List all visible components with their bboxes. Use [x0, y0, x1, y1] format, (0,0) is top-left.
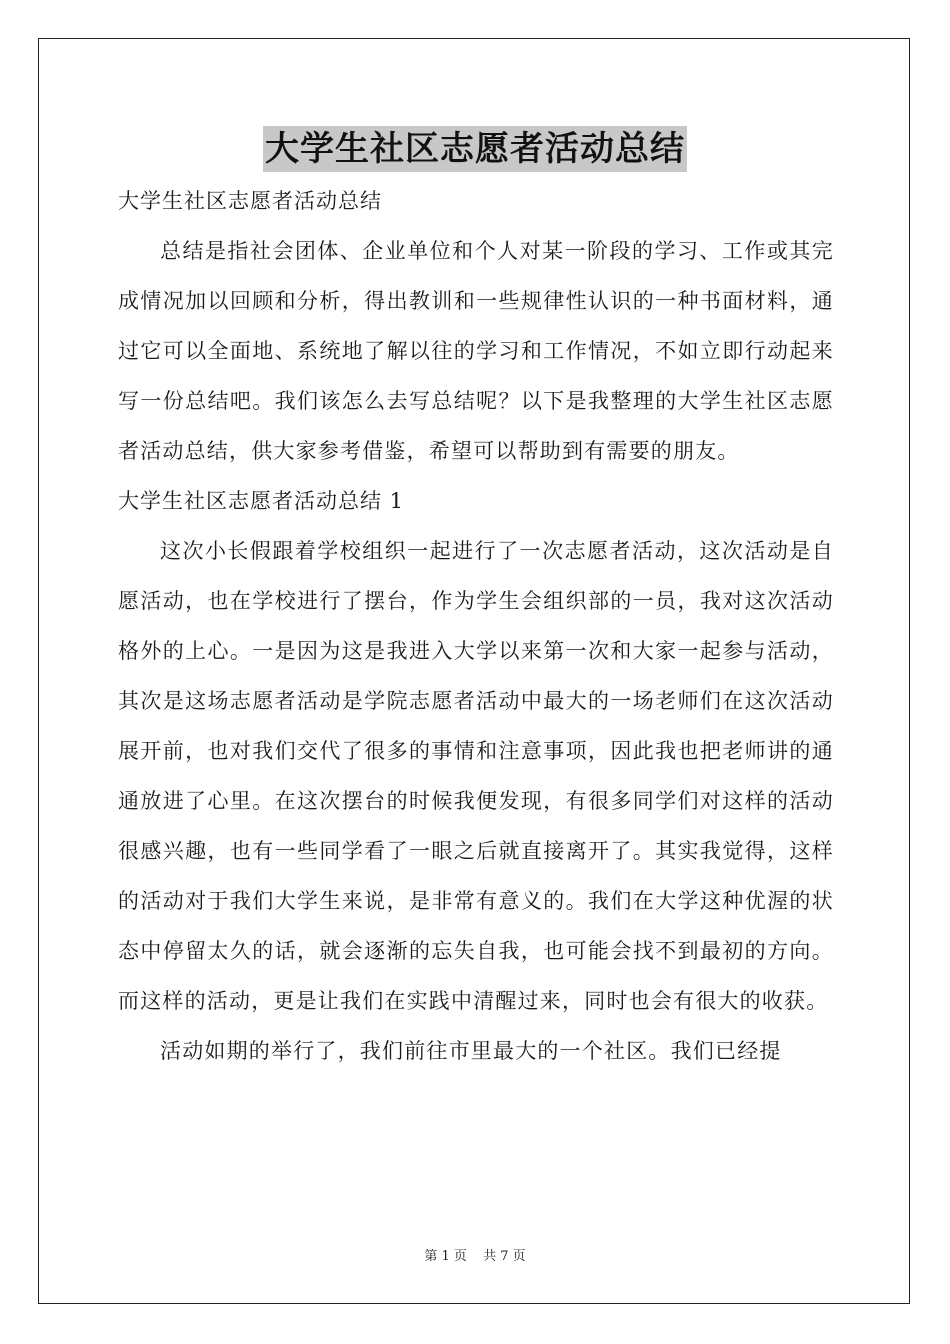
section-heading: 大学生社区志愿者活动总结: [118, 189, 382, 213]
page-number: 第 1 页: [424, 1249, 467, 1264]
section-heading-1: 大学生社区志愿者活动总结 1: [118, 489, 405, 513]
title-container: [0, 126, 950, 172]
page-total: 共 7 页: [483, 1249, 526, 1264]
document-title: 大学生社区志愿者活动总结: [263, 126, 687, 172]
intro-paragraph: 总结是指社会团体、企业单位和个人对某一阶段的学习、工作或其完成情况加以回顾和分析，得出教训和一些规律性认识的一种书面材料，通过它可以全面地、系统地了解以往的学习和工作情况，不如立即行动起来写一份总结吧。我们该怎么去写总结呢？以下是我整理的大学生社区志愿者活动总结，供大家参考借鉴，希望可以帮助到有需要的朋友。: [118, 239, 834, 463]
body-paragraph-2: 活动如期的举行了，我们前往市里最大的一个社区。我们已经提: [160, 1039, 782, 1063]
page-footer: [0, 1245, 950, 1264]
body-paragraph-1: 这次小长假跟着学校组织一起进行了一次志愿者活动，这次活动是自愿活动，也在学校进行了摆台，作为学生会组织部的一员，我对这次活动格外的上心。一是因为这是我进入大学以来第一次和大家一起参与活动，其次是这场志愿者活动是学院志愿者活动中最大的一场老师们在这次活动展开前，也对我们交代了很多的事情和注意事项，因此我也把老师讲的通通放进了心里。在这次摆台的时候我便发现，有很多同学们对这样的活动很感兴趣，也有一些同学看了一眼之后就直接离开了。其实我觉得，这样的活动对于我们大学生来说，是非常有意义的。我们在大学这种优渥的状态中停留太久的话，就会逐渐的忘失自我，也可能会找不到最初的方向。而这样的活动，更是让我们在实践中清醒过来，同时也会有很大的收获。: [118, 539, 834, 1013]
document-body: [118, 176, 834, 1076]
